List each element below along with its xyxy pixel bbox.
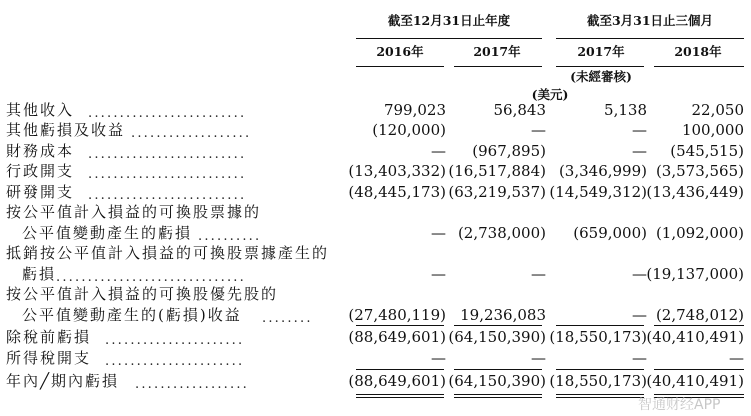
- subtotal-rule-col4: [654, 325, 744, 326]
- row-value: (48,445,173): [348, 183, 446, 201]
- row-value: (64,150,390): [448, 372, 546, 390]
- row-value: 799,023: [383, 101, 446, 119]
- row-value: (63,219,537): [448, 183, 546, 201]
- leader-dots: ......................: [105, 354, 245, 369]
- row-value: (18,550,173): [549, 372, 647, 390]
- row-label: 其他虧損及收益: [6, 121, 126, 139]
- row-label: 所得稅開支: [6, 349, 92, 367]
- row-value: —: [632, 142, 647, 160]
- row-value: (88,649,601): [348, 328, 446, 346]
- leader-dots: ........: [262, 311, 313, 326]
- row-value: (545,515): [670, 142, 744, 160]
- row-label: 抵銷按公平值計入損益的可換股票據產生的: [6, 244, 330, 262]
- row-value: (40,410,491): [646, 328, 744, 346]
- header-year-2017: 2017年: [473, 44, 521, 59]
- header-rule-col4: [654, 66, 744, 67]
- double-rule-col3-b: [556, 397, 644, 398]
- row-value: (659,000): [573, 224, 647, 242]
- leader-dots: .........................: [88, 167, 247, 182]
- row-value: (13,436,449): [646, 183, 744, 201]
- row-value: 19,236,083: [460, 306, 546, 324]
- row-label: 按公平值計入損益的可換股票據的: [6, 203, 262, 221]
- header-year-group: 截至12月31日止年度: [387, 13, 511, 28]
- row-value: (64,150,390): [448, 328, 546, 346]
- row-value: (2,748,012): [655, 306, 744, 324]
- double-rule-col3-a: [556, 394, 644, 395]
- total-rule-col1: [356, 369, 444, 370]
- row-value: —: [431, 349, 446, 367]
- header-quarter-2017: 2017年: [577, 44, 625, 59]
- total-rule-col2: [454, 369, 542, 370]
- row-value: (40,410,491): [646, 372, 744, 390]
- row-label: 年內╱期內虧損: [6, 372, 120, 390]
- row-value: —: [431, 265, 446, 283]
- row-value: (19,137,000): [646, 265, 744, 283]
- row-value: (120,000): [372, 121, 446, 139]
- row-label: 按公平值計入損益的可換股優先股的: [6, 285, 279, 303]
- subtotal-rule-col1: [356, 325, 444, 326]
- double-rule-col1-a: [356, 394, 444, 395]
- leader-dots: ..............................: [56, 270, 246, 285]
- row-value: (3,346,999): [558, 162, 647, 180]
- row-label: 行政開支: [6, 162, 75, 180]
- row-value: (88,649,601): [348, 372, 446, 390]
- row-value: —: [431, 142, 446, 160]
- row-value: —: [431, 224, 446, 242]
- row-label-continuation: 虧損: [22, 265, 57, 283]
- header-year-2016: 2016年: [376, 44, 424, 59]
- row-label: 除稅前虧損: [6, 328, 92, 346]
- row-label: 研發開支: [6, 183, 75, 201]
- row-label: 財務成本: [6, 142, 75, 160]
- row-value: (18,550,173): [549, 328, 647, 346]
- leader-dots: ...................: [131, 126, 252, 141]
- row-value: —: [632, 121, 647, 139]
- row-value: 22,050: [691, 101, 744, 119]
- row-value: (2,738,000): [457, 224, 546, 242]
- total-rule-col3: [556, 369, 644, 370]
- row-value: (27,480,119): [348, 306, 446, 324]
- row-value: —: [632, 265, 647, 283]
- subtotal-rule-col3: [556, 325, 644, 326]
- row-label-continuation: 公平值變動產生的(虧損)收益: [22, 306, 242, 324]
- leader-dots: ..................: [135, 377, 249, 392]
- row-value: —: [632, 349, 647, 367]
- row-value: 5,138: [604, 101, 647, 119]
- header-rule-group1: [356, 38, 542, 39]
- row-value: —: [729, 349, 744, 367]
- header-quarter-2018: 2018年: [674, 44, 722, 59]
- row-value: —: [531, 349, 546, 367]
- leader-dots: ..........: [198, 229, 262, 244]
- leader-dots: .........................: [88, 188, 247, 203]
- leader-dots: .........................: [88, 106, 247, 121]
- row-value: (3,573,565): [655, 162, 744, 180]
- subtotal-rule-col2: [454, 325, 542, 326]
- header-rule-col2: [454, 66, 542, 67]
- row-value: (967,895): [472, 142, 546, 160]
- row-value: (16,517,884): [448, 162, 546, 180]
- header-rule-group2: [556, 38, 744, 39]
- double-rule-col2-a: [454, 394, 542, 395]
- row-value: (14,549,312): [549, 183, 647, 201]
- header-rule-col3: [556, 66, 644, 67]
- watermark: 智通财经APP: [638, 397, 721, 413]
- row-value: —: [531, 265, 546, 283]
- header-quarter-group: 截至3月31日止三個月: [586, 13, 714, 28]
- unaudited-note: (未經審核): [570, 69, 632, 84]
- double-rule-col2-b: [454, 397, 542, 398]
- row-value: 56,843: [493, 101, 546, 119]
- row-label: 其他收入: [6, 101, 75, 119]
- row-value: —: [632, 306, 647, 324]
- header-rule-col1: [356, 66, 444, 67]
- row-value: —: [531, 121, 546, 139]
- row-value: (1,092,000): [655, 224, 744, 242]
- double-rule-col1-b: [356, 397, 444, 398]
- row-value: 100,000: [681, 121, 744, 139]
- currency-note: (美元): [531, 87, 569, 102]
- row-value: (13,403,332): [348, 162, 446, 180]
- leader-dots: ......................: [105, 333, 245, 348]
- row-label-continuation: 公平值變動產生的虧損: [22, 224, 193, 242]
- total-rule-col4: [654, 369, 744, 370]
- leader-dots: .........................: [88, 147, 247, 162]
